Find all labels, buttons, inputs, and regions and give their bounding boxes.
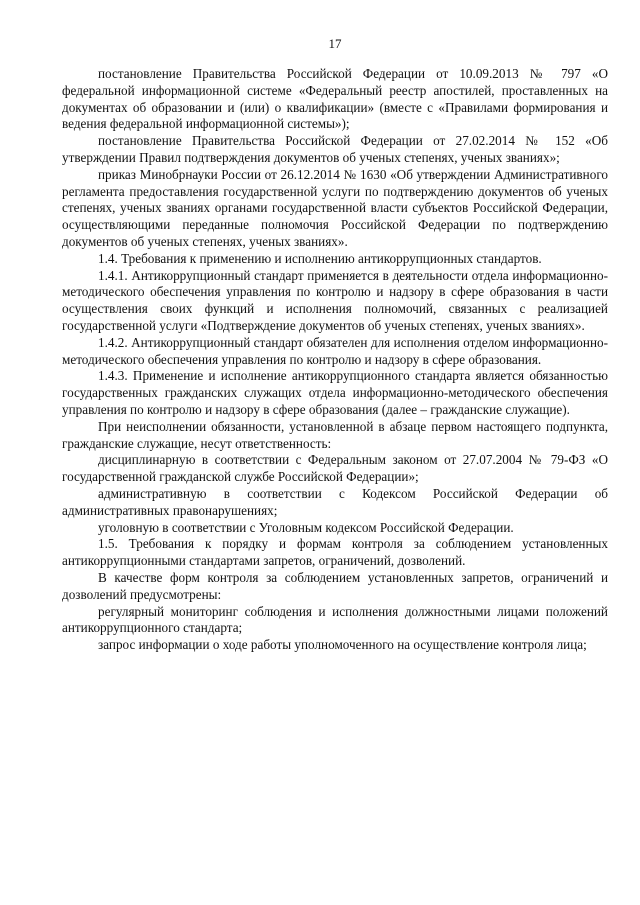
paragraph-decree-797: постановление Правительства Российской Федерации от 10.09.2013 № 797 «О федеральной информационной системе «Федеральный реестр апостилей, проставленных на документах об образовании и (или) о квалификации» (вместе с «Правилами формирования и ведения федеральной информационной системы»); bbox=[62, 66, 608, 132]
paragraph-section-1-4-1: 1.4.1. Антикоррупционный стандарт применяется в деятельности отдела информационно-методического обеспечения управления по контролю и надзору в сфере образования в части осуществления своих функций и исполнения полномочий, связанных с реализацией государственной услуги «Подтверждение документов об ученых степенях, ученых званиях». bbox=[62, 267, 608, 333]
paragraph-section-1-5: 1.5. Требования к порядку и формам контроля за соблюдением установленных антикоррупционными стандартами запретов, ограничений, дозволений. bbox=[62, 536, 608, 569]
paragraph-disciplinary: дисциплинарную в соответствии с Федеральным законом от 27.07.2004 № 79-ФЗ «О государственной гражданской службе Российской Федерации»; bbox=[62, 452, 608, 485]
paragraph-section-1-4-2: 1.4.2. Антикоррупционный стандарт обязателен для исполнения отделом информационно-методического обеспечения управления по контролю и надзору в сфере образования. bbox=[62, 334, 608, 367]
paragraph-section-1-4: 1.4. Требования к применению и исполнению антикоррупционных стандартов. bbox=[98, 250, 542, 266]
paragraph-order-1630: приказ Минобрнауки России от 26.12.2014 № 1630 «Об утверждении Административного регламента предоставления государственной услуги по подтверждению документов об ученых степенях, ученых званиях органами государственной власти субъектов Российской Федерации, осуществляющими переданные полномочия Российской Федерации по подтверждению документов об ученых степенях, ученых званиях». bbox=[62, 166, 608, 249]
paragraph-responsibility: При неисполнении обязанности, установленной в абзаце первом настоящего подпункта, гражданские служащие, несут ответственность: bbox=[62, 418, 608, 451]
paragraph-administrative: административную в соответствии с Кодексом Российской Федерации об административных правонарушениях; bbox=[62, 485, 608, 518]
paragraph-criminal: уголовную в соответствии с Уголовным кодексом Российской Федерации. bbox=[98, 519, 514, 535]
page-number: 17 bbox=[328, 36, 342, 51]
paragraph-monitoring: регулярный мониторинг соблюдения и исполнения должностными лицами положений антикоррупционного стандарта; bbox=[62, 603, 608, 636]
paragraph-decree-152: постановление Правительства Российской Федерации от 27.02.2014 № 152 «Об утверждении Правил подтверждения документов об ученых степенях, ученых званиях»; bbox=[62, 133, 608, 165]
paragraph-control-forms: В качестве форм контроля за соблюдением установленных запретов, ограничений и дозволений предусмотрены: bbox=[62, 569, 608, 602]
paragraph-section-1-4-3: 1.4.3. Применение и исполнение антикоррупционного стандарта является обязанностью государственных гражданских служащих отдела информационно-методического обеспечения управления по контролю и надзору в сфере образования (далее – гражданские служащие). bbox=[62, 368, 608, 417]
document-body bbox=[62, 66, 608, 654]
paragraph-info-request: запрос информации о ходе работы уполномоченного на осуществление контроля лица; bbox=[98, 637, 587, 653]
